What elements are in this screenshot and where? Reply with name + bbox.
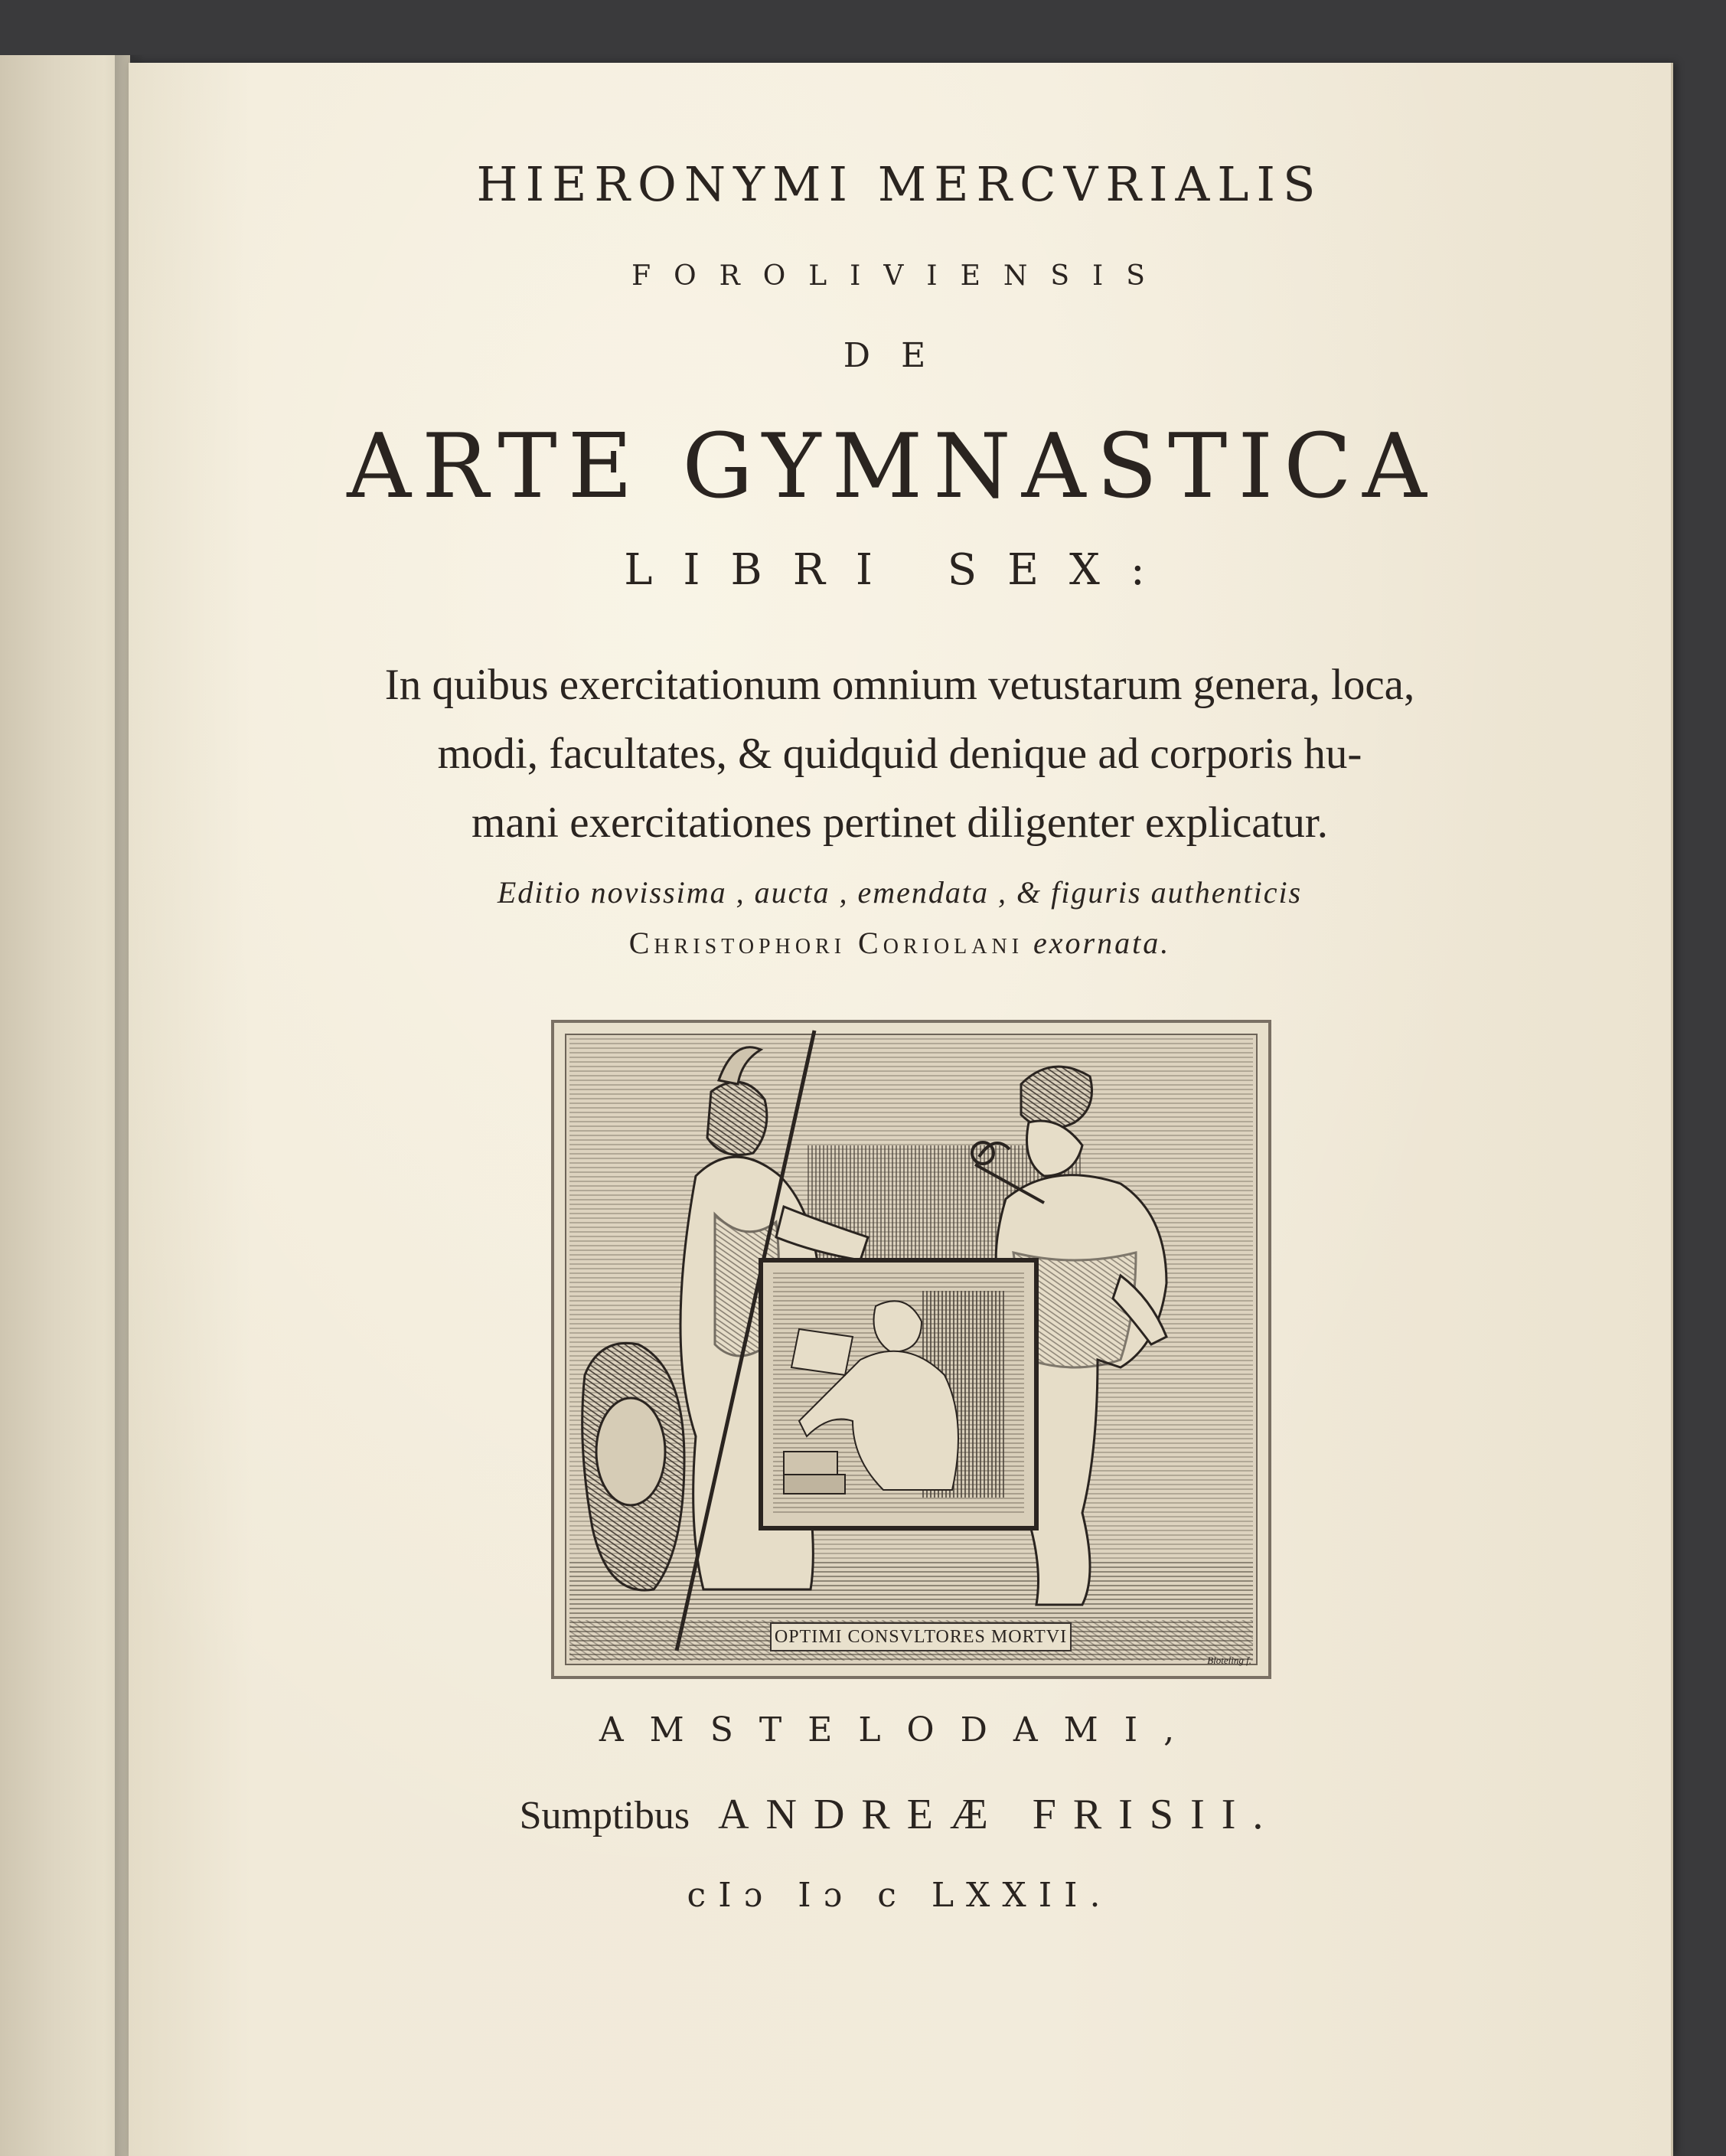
description-line-3: mani exercitationes pertinet diligenter explicatur. <box>471 799 1328 847</box>
publisher-name: ANDREÆ FRISII. <box>718 1791 1281 1838</box>
illustrator-verb: exornata. <box>1033 926 1171 960</box>
illustrator-name: Christophori Coriolani <box>628 926 1024 960</box>
description-line-1: In quibus exercitationum omnium vetustarum genera, loca, <box>384 661 1415 709</box>
scholar-scene <box>761 1260 1036 1528</box>
title-page <box>129 63 1673 2156</box>
books-count: LIBRI SEX: <box>624 545 1176 595</box>
binding-left-page <box>0 55 130 2156</box>
publisher-prefix: Sumptibus <box>519 1794 690 1838</box>
engraving-vignette <box>551 1020 1271 1679</box>
engraver-signature: Bloteling f. <box>1207 1655 1251 1666</box>
book-title: ARTE GYMNASTICA <box>347 415 1437 518</box>
imprint-year: cIɔ Iɔ c LXXII. <box>687 1876 1113 1915</box>
imprint-place: AMSTELODAMI, <box>599 1710 1201 1749</box>
title-preposition: DE <box>843 336 957 375</box>
description-line-2: modi, facultates, & quidquid denique ad corporis hu- <box>437 730 1362 778</box>
author-origin: FOROLIVIENSIS <box>631 260 1168 292</box>
engraving-motto: OPTIMI CONSVLTORES MORTVI <box>770 1622 1072 1651</box>
imprint-publisher <box>129 1790 1671 1839</box>
author-name: HIERONYMI MERCVRIALIS <box>476 156 1323 212</box>
engraving-illustration <box>554 1023 1268 1676</box>
illustrator-credit <box>129 925 1671 961</box>
edition-note: Editio novissima , aucta , emendata , & figuris authenticis <box>497 875 1303 910</box>
description <box>129 651 1671 858</box>
